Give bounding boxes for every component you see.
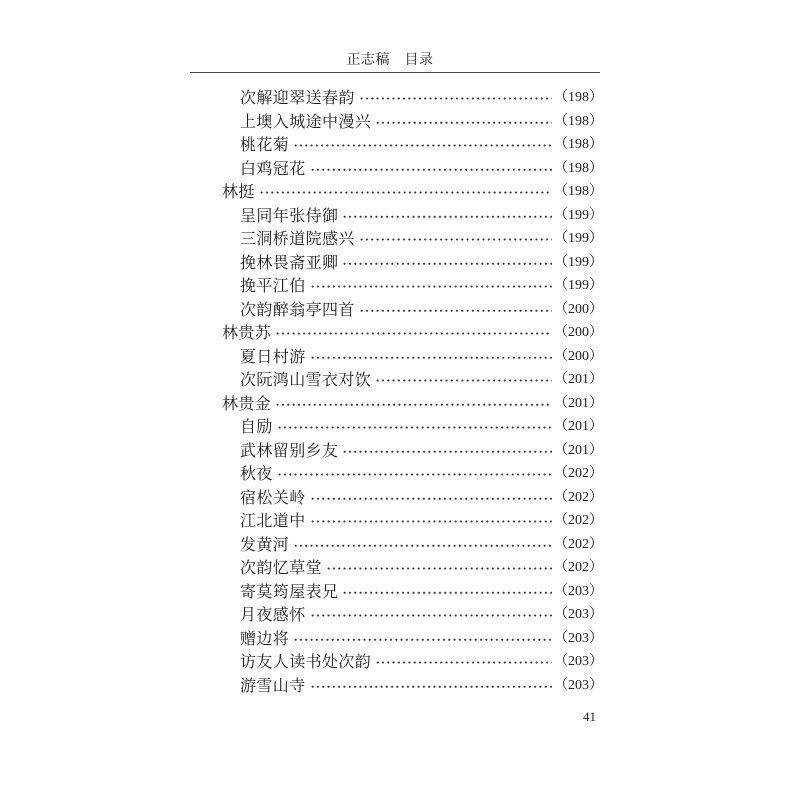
- author-page: （201）: [554, 395, 603, 411]
- poem-entry: [240, 462, 603, 486]
- poem-entry: [240, 133, 603, 157]
- author-name: 林贵金: [222, 393, 272, 413]
- dot-leader: [310, 509, 552, 533]
- author-page: （198）: [554, 184, 603, 199]
- poem-title: 发黄河: [240, 534, 290, 554]
- poem-entry: [240, 650, 603, 674]
- table-of-contents: [0, 86, 800, 697]
- dot-leader: [342, 204, 552, 228]
- dot-leader: [310, 157, 552, 181]
- poem-page: （198）: [554, 113, 603, 129]
- dot-leader: [310, 674, 552, 698]
- poem-title: 夏日村游: [240, 346, 306, 366]
- poem-page: （201）: [554, 419, 603, 434]
- dot-leader: [310, 486, 552, 510]
- poem-entry: [240, 533, 603, 557]
- dot-leader: [375, 110, 552, 134]
- dot-leader: [342, 251, 552, 275]
- poem-page: （200）: [554, 348, 603, 364]
- poem-entry: [240, 227, 603, 251]
- poem-entry: [240, 439, 603, 463]
- dot-leader: [359, 86, 552, 110]
- author-entry: [222, 180, 603, 204]
- poem-page: （202）: [554, 536, 603, 552]
- poem-entry: [240, 110, 603, 134]
- poem-page: （201）: [554, 442, 603, 458]
- poem-title: 宿松关岭: [240, 487, 306, 507]
- author-group: [0, 180, 800, 321]
- poem-entry: [240, 345, 603, 369]
- dot-leader: [359, 227, 552, 251]
- poem-title: 次阮鸿山雪衣对饮: [240, 370, 372, 389]
- dot-leader: [293, 133, 552, 157]
- dot-leader: [359, 298, 552, 322]
- poem-title: 桃花菊: [240, 135, 290, 154]
- poem-entry: [240, 509, 603, 533]
- poem-entry: [240, 674, 603, 698]
- poem-entry: [240, 627, 603, 651]
- dot-leader: [375, 368, 552, 392]
- dot-leader: [275, 392, 552, 416]
- poem-entry: [240, 204, 603, 228]
- poem-title: 次解迎翠送春韵: [240, 88, 355, 107]
- poem-title: 月夜感怀: [240, 605, 306, 624]
- poem-entry: [240, 603, 603, 627]
- dot-leader: [275, 321, 552, 345]
- poem-page: （199）: [554, 207, 603, 223]
- poem-entry: [240, 486, 603, 510]
- dot-leader: [259, 180, 552, 204]
- dot-leader: [293, 533, 552, 557]
- author-page: （200）: [554, 325, 603, 340]
- poem-title: 武林留别乡友: [240, 440, 339, 460]
- running-header: 正志稿 目录: [346, 52, 434, 68]
- poem-page: （203）: [554, 630, 603, 646]
- author-entry: [222, 321, 603, 345]
- poem-page: （202）: [554, 513, 603, 528]
- poem-title: 自励: [240, 417, 273, 436]
- poem-title: 次韵醉翁亭四首: [240, 299, 355, 319]
- dot-leader: [277, 415, 552, 439]
- poem-page: （202）: [554, 560, 603, 575]
- poem-page: （198）: [554, 90, 603, 105]
- poem-title: 访友人读书处次韵: [240, 652, 372, 671]
- dot-leader: [310, 345, 552, 369]
- poem-page: （202）: [554, 466, 603, 481]
- header-rule: [190, 72, 600, 73]
- author-group: [0, 321, 800, 392]
- poem-entry: [240, 157, 603, 181]
- poem-entry: [240, 368, 603, 392]
- poem-title: 次韵忆草堂: [240, 558, 323, 577]
- poem-title: 游雪山寺: [240, 675, 306, 695]
- poem-entry: [240, 580, 603, 604]
- poem-title: 呈同年张侍御: [240, 205, 339, 225]
- poem-title: 挽平江伯: [240, 276, 306, 295]
- poem-entry: [240, 415, 603, 439]
- poem-page: （199）: [554, 231, 603, 246]
- dot-leader: [310, 603, 552, 627]
- dot-leader: [277, 462, 552, 486]
- poem-page: （198）: [554, 137, 603, 152]
- author-name: 林挺: [222, 182, 255, 201]
- poem-entry: [240, 251, 603, 275]
- poem-page: （199）: [554, 278, 603, 293]
- author-entry: [222, 392, 603, 416]
- poem-page: （200）: [554, 301, 603, 317]
- poem-entry: [240, 556, 603, 580]
- poem-page: （203）: [554, 607, 603, 622]
- poem-entry: [240, 298, 603, 322]
- dot-leader: [342, 439, 552, 463]
- poem-page: （201）: [554, 372, 603, 387]
- poem-title: 江北道中: [240, 511, 306, 530]
- poem-page: （198）: [554, 160, 603, 176]
- poem-page: （203）: [554, 583, 603, 599]
- dot-leader: [310, 274, 552, 298]
- poem-title: 寄莫筠屋表兄: [240, 581, 339, 601]
- author-group: [0, 392, 800, 698]
- poem-page: （199）: [554, 254, 603, 270]
- poem-page: （203）: [554, 677, 603, 693]
- poem-title: 赠边将: [240, 628, 290, 648]
- poem-entry: [240, 274, 603, 298]
- author-group: [0, 86, 800, 180]
- poem-title: 三洞桥道院感兴: [240, 229, 355, 248]
- author-name: 林贵苏: [222, 323, 272, 342]
- page-number: 41: [583, 709, 596, 724]
- dot-leader: [293, 627, 552, 651]
- poem-title: 挽林畏斋亚卿: [240, 252, 339, 272]
- poem-page: （202）: [554, 489, 603, 505]
- dot-leader: [342, 580, 552, 604]
- dot-leader: [375, 650, 552, 674]
- poem-title: 白鸡冠花: [240, 158, 306, 178]
- poem-title: 上墺入城途中漫兴: [240, 111, 372, 131]
- poem-page: （203）: [554, 654, 603, 669]
- dot-leader: [326, 556, 552, 580]
- poem-entry: [240, 86, 603, 110]
- poem-title: 秋夜: [240, 464, 273, 483]
